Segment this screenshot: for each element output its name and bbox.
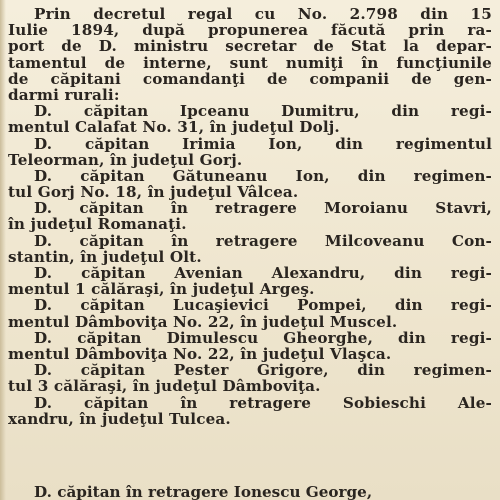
text-line: port de D. ministru secretar de Stat la depar-	[8, 37, 492, 56]
text-line: D. căpitan Gătuneanu Ion, din regimen-	[34, 166, 492, 185]
text-line: D. căpitan Avenian Alexandru, din regi-	[34, 264, 492, 282]
text-line: mentul Dâmboviţa No. 22, în judeţul Vlaşca.	[8, 344, 392, 363]
text-line: D. căpitan Lucaşievici Pompei, din regi-	[34, 296, 492, 315]
text-line: mentul 1 călăraşi, în judeţul Argeş.	[8, 280, 315, 299]
text-line: tamentul de interne, sunt numiţi în funcţiunile	[8, 53, 492, 72]
text-line: D. căpitan Dimulescu Gheorghe, din regi-	[34, 328, 492, 347]
text-line: D. căpitan în retragere Sobieschi Ale-	[34, 393, 492, 412]
text-line: mentul Dâmboviţa No. 22, în judeţul Muscel.	[8, 312, 398, 331]
text-line: D. căpitan Ipceanu Dumitru, din regi-	[34, 102, 492, 121]
text-line: tul 3 călăraşi, în judeţul Dâmboviţa.	[8, 377, 321, 396]
text-line: D. căpitan în retragere Milcoveanu Con-	[34, 231, 492, 250]
text-line: Iulie 1894, după propunerea făcută prin ra-	[8, 21, 492, 40]
text-line: stantin, în judeţul Olt.	[8, 247, 202, 266]
cut-off-text-line	[8, 484, 492, 500]
text-line: de căpitani comandanţi de companii de gen-	[8, 69, 492, 88]
text-line: D. căpitan în retragere Moroianu Stavri,	[34, 199, 492, 218]
text-line: Prin decretul regal cu No. 2.798 din 15	[34, 5, 492, 23]
text-line: darmi rurali:	[8, 85, 120, 104]
text-line: D. căpitan Pester Grigore, din regimen-	[34, 361, 492, 380]
decree-text	[8, 6, 492, 427]
cut-off-text: D. căpitan în retragere Ionescu George,	[34, 484, 373, 500]
text-line: D. căpitan Irimia Ion, din regimentul	[34, 134, 492, 153]
page-edge-shadow	[0, 0, 6, 500]
text-line: tul Gorj No. 18, în judeţul Vâlcea.	[8, 183, 299, 202]
text-line: în judeţul Romanaţi.	[8, 215, 187, 234]
text-line: mentul Calafat No. 31, în judeţul Dolj.	[8, 118, 340, 137]
text-line: xandru, în judeţul Tulcea.	[8, 409, 231, 428]
text-line: Teleorman, în judeţul Gorj.	[8, 150, 243, 169]
